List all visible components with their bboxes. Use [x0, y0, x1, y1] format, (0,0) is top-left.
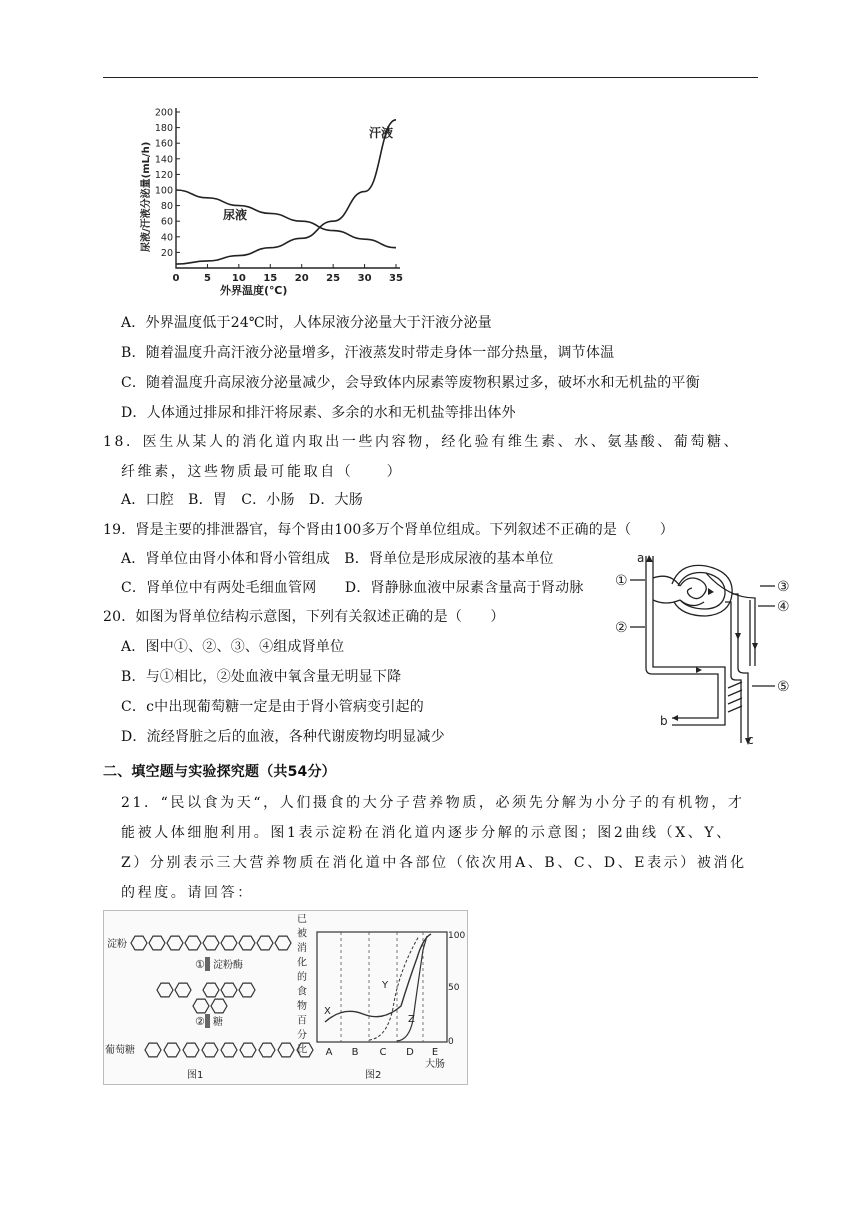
- q18-options: A．口腔 B．胃 C．小肠 D．大肠: [121, 492, 363, 508]
- kidney-label-a: a: [637, 551, 645, 565]
- q17-option-b: B．随着温度升高汗液分泌量增多，汗液蒸发时带走身体一部分热量，调节体温: [121, 345, 615, 361]
- q20-option-b: B．与①相比，②处血液中氧含量无明显下降: [121, 669, 402, 685]
- nephron-diagram: [610, 548, 840, 748]
- q19-options-ab: A．肾单位由肾小体和肾小管组成 B．肾单位是形成尿液的基本单位: [121, 551, 554, 567]
- chart-axes: [176, 108, 400, 268]
- q21-line-2: 能被人体细胞利用。图1表示淀粉在消化道内逐步分解的示意图；图2曲线（X、Y、: [121, 825, 733, 841]
- y-tick-label: 20: [160, 247, 173, 259]
- x-tick-label: 10: [231, 273, 246, 284]
- digestion-figures: [103, 910, 468, 1085]
- secretion-chart: [130, 102, 410, 302]
- fig1-enzyme-1: 淀粉酶: [213, 960, 243, 971]
- q20-option-d: D．流经肾脏之后的血液，各种代谢废物均明显减少: [121, 729, 445, 745]
- y-tick-label: 140: [154, 154, 173, 166]
- fig1-caption: 图1: [187, 1070, 204, 1081]
- fig1-step-1: ①: [195, 958, 205, 971]
- fig2-e-label: 大肠: [425, 1059, 445, 1070]
- header-rule: [103, 77, 758, 78]
- y-axis-label: 尿液/汗液分泌量(mL/h): [141, 141, 152, 252]
- fig2-section-label: D: [406, 1047, 414, 1058]
- kidney-label-c: c: [747, 733, 754, 747]
- q20-option-a: A．图中①、②、③、④组成肾单位: [121, 639, 345, 655]
- q21-line-3: Z）分别表示三大营养物质在消化道中各部位（依次用A、B、C、D、E表示）被消化: [121, 855, 747, 871]
- fig2-curve-label-z: Z: [408, 1014, 415, 1025]
- fig2-curve-label-x: X: [324, 1006, 331, 1017]
- y-tick-label: 200: [154, 107, 173, 119]
- x-tick-label: 15: [263, 273, 278, 284]
- fig2-section-label: A: [325, 1047, 333, 1058]
- x-tick-label: 30: [357, 273, 372, 284]
- series-label-urine: 尿液: [223, 208, 248, 222]
- x-tick-label: 35: [389, 273, 403, 284]
- y-tick-label: 80: [160, 201, 173, 213]
- q20-option-c: C．c中出现葡萄糖一定是由于肾小管病变引起的: [121, 699, 424, 715]
- fig2-ytick-100: 100: [448, 931, 466, 941]
- kidney-label-1: ①: [615, 573, 628, 589]
- fig2-curve-label-y: Y: [382, 980, 389, 991]
- q18-stem-line-2: 纤维素，这些物质最可能取自（ ）: [121, 464, 404, 480]
- x-tick-label: 20: [294, 273, 309, 284]
- kidney-label-b: b: [660, 714, 668, 728]
- y-tick-label: 160: [154, 138, 173, 150]
- q20-stem: 20．如图为肾单位结构示意图，下列有关叙述正确的是（ ）: [103, 609, 505, 625]
- fig1-step-2: ②: [195, 1015, 205, 1028]
- fig2-section-label: C: [379, 1047, 387, 1058]
- kidney-label-4: ④: [777, 599, 790, 615]
- kidney-label-2: ②: [615, 620, 628, 636]
- fig1-glucose-label: 葡萄糖: [105, 1045, 135, 1056]
- x-tick-label: 5: [203, 273, 211, 284]
- fig2-caption: 图2: [365, 1070, 382, 1081]
- fig2-section-label: B: [351, 1047, 359, 1058]
- series-line-urine: [176, 190, 396, 248]
- y-tick-label: 60: [160, 216, 173, 228]
- fig2-y-axis-label: 已被消化的食物百分比: [297, 914, 307, 1056]
- y-tick-label: 100: [154, 185, 173, 197]
- q21-line-4: 的程度。请回答：: [121, 885, 254, 901]
- fig2-section-label: E: [431, 1047, 439, 1058]
- series-line-sweat: [176, 120, 396, 264]
- fig1-starch-label: 淀粉: [107, 939, 127, 950]
- x-tick-label: 25: [326, 273, 341, 284]
- kidney-label-5: ⑤: [777, 679, 790, 695]
- x-axis-label: 外界温度(℃): [220, 284, 288, 297]
- fig2-ytick-0: 0: [448, 1037, 454, 1047]
- fig1-enzyme-2: 糖: [213, 1017, 223, 1028]
- q17-option-a: A．外界温度低于24℃时，人体尿液分泌量大于汗液分泌量: [121, 315, 492, 331]
- q19-stem: 19．肾是主要的排泄器官，每个肾由100多万个肾单位组成。下列叙述不正确的是（ ）: [103, 522, 674, 538]
- q19-options-cd: C．肾单位中有两处毛细血管网 D．肾静脉血液中尿素含量高于肾动脉: [121, 580, 584, 596]
- y-tick-label: 40: [160, 232, 173, 244]
- kidney-label-3: ③: [777, 579, 790, 595]
- y-tick-label: 180: [154, 123, 173, 135]
- q21-line-1: 21．“民以食为天“，人们摄食的大分子营养物质，必须先分解为小分子的有机物，才: [121, 795, 745, 811]
- fig2-ytick-50: 50: [448, 983, 460, 993]
- q18-stem-line-1: 18．医生从某人的消化道内取出一些内容物，经化验有维生素、水、氨基酸、葡萄糖、: [103, 434, 741, 450]
- section-2-heading: 二、填空题与实验探究题（共54分）: [103, 764, 336, 780]
- q17-option-c: C．随着温度升高尿液分泌量减少，会导致体内尿素等废物积累过多，破坏水和无机盐的平衡: [121, 375, 700, 391]
- x-tick-label: 0: [172, 273, 180, 284]
- y-tick-label: 120: [154, 169, 173, 181]
- series-label-sweat: 汗液: [369, 126, 394, 140]
- q17-option-d: D．人体通过排尿和排汗将尿素、多余的水和无机盐等排出体外: [121, 405, 516, 421]
